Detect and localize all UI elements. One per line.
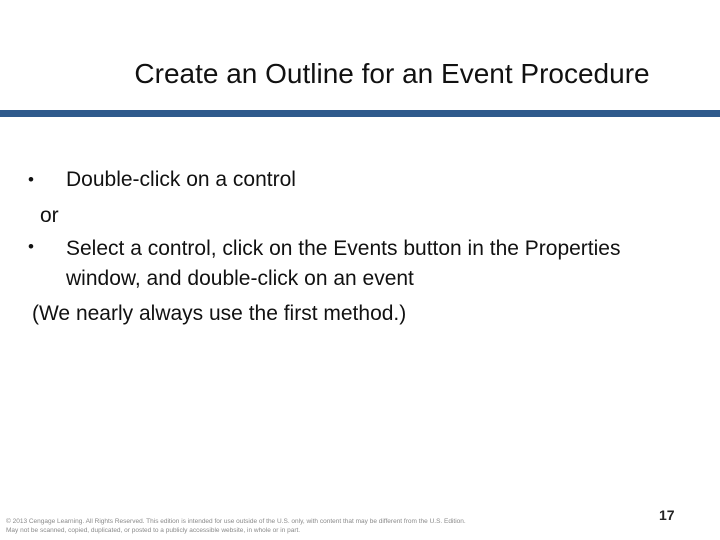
copyright-line-1: © 2013 Cengage Learning. All Rights Reserved. This edition is intended for use outside of the U.S. only, with content that may be different from the U.S. Edition. bbox=[6, 518, 466, 525]
connector-or: or bbox=[40, 204, 59, 227]
method-note: (We nearly always use the first method.) bbox=[32, 302, 407, 325]
copyright-line-2: May not be scanned, copied, duplicated, or posted to a publicly accessible website, in whole or in part. bbox=[6, 527, 301, 534]
bullet-icon: • bbox=[28, 237, 34, 256]
copyright-footer bbox=[6, 517, 466, 535]
bullet-text-1: Double-click on a control bbox=[66, 168, 296, 191]
bullet-text-2-line-2: window, and double-click on an event bbox=[66, 267, 414, 290]
bullet-icon: • bbox=[28, 170, 34, 189]
bullet-text-2-line-1: Select a control, click on the Events button in the Properties bbox=[66, 237, 621, 260]
page-number: 17 bbox=[659, 507, 675, 523]
slide-title: Create an Outline for an Event Procedure bbox=[134, 58, 650, 89]
